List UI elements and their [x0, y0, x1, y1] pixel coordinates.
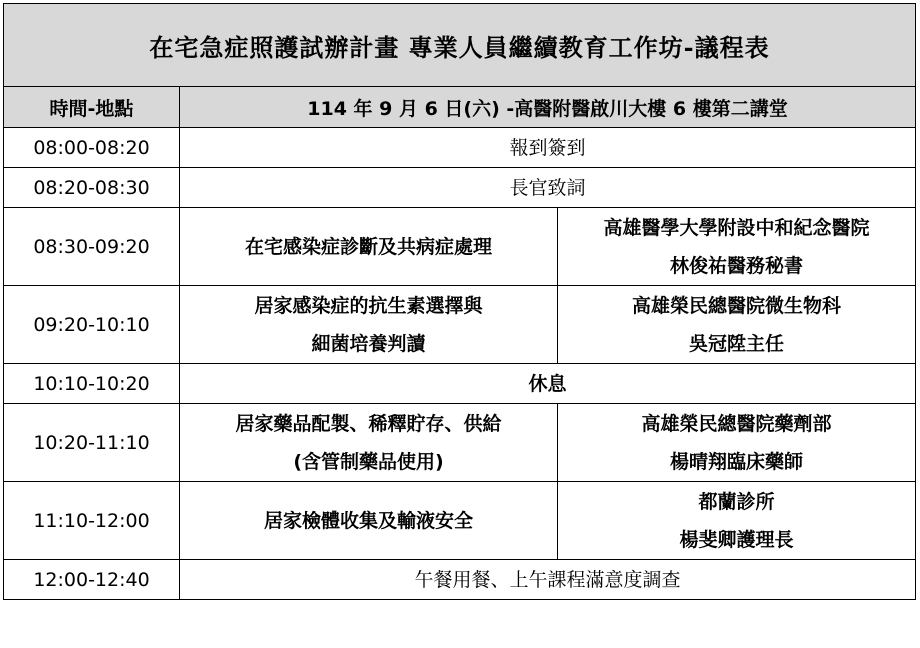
session-topic	[180, 404, 558, 482]
title-row	[4, 4, 916, 87]
topic-line: (含管制藥品使用)	[293, 450, 444, 473]
agenda-sheet	[3, 3, 915, 648]
agenda-row	[4, 364, 916, 404]
date-location-header: 114 年 9 月 6 日(六) -高醫附醫啟川大樓 6 樓第二講堂	[180, 87, 916, 128]
agenda-row	[4, 208, 916, 286]
agenda-row	[4, 168, 916, 208]
topic-line: 居家檢體收集及輸液安全	[263, 509, 473, 532]
session-time: 12:00-12:40	[4, 560, 180, 600]
agenda-title: 在宅急症照護試辦計畫 專業人員繼續教育工作坊-議程表	[4, 4, 916, 87]
time-location-header: 時間-地點	[4, 87, 180, 128]
session-content: 報到簽到	[180, 128, 916, 168]
agenda-row	[4, 128, 916, 168]
speaker-affiliation: 高雄醫學大學附設中和紀念醫院	[603, 216, 870, 239]
topic-line: 居家感染症的抗生素選擇與	[254, 294, 483, 317]
speaker-name: 楊晴翔臨床藥師	[669, 450, 803, 473]
speaker-affiliation: 高雄榮民總醫院藥劑部	[641, 412, 832, 435]
session-time: 10:20-11:10	[4, 404, 180, 482]
speaker-name: 楊斐卿護理長	[679, 528, 794, 551]
agenda-row	[4, 482, 916, 560]
session-time: 08:20-08:30	[4, 168, 180, 208]
topic-line: 在宅感染症診斷及共病症處理	[244, 235, 492, 258]
session-time: 11:10-12:00	[4, 482, 180, 560]
agenda-row	[4, 404, 916, 482]
session-time: 10:10-10:20	[4, 364, 180, 404]
session-speaker	[558, 208, 916, 286]
session-speaker	[558, 286, 916, 364]
session-topic	[180, 482, 558, 560]
header-row	[4, 87, 916, 128]
session-content: 午餐用餐、上午課程滿意度調查	[180, 560, 916, 600]
agenda-row	[4, 286, 916, 364]
speaker-affiliation: 高雄榮民總醫院微生物科	[631, 294, 841, 317]
session-speaker	[558, 404, 916, 482]
topic-line: 細菌培養判讀	[311, 332, 426, 355]
session-topic	[180, 208, 558, 286]
agenda-table	[3, 3, 916, 600]
session-time: 09:20-10:10	[4, 286, 180, 364]
speaker-name: 林俊祐醫務秘書	[669, 254, 803, 277]
session-content: 休息	[180, 364, 916, 404]
session-time: 08:30-09:20	[4, 208, 180, 286]
speaker-affiliation: 都蘭診所	[698, 490, 775, 513]
agenda-row	[4, 560, 916, 600]
session-speaker	[558, 482, 916, 560]
topic-line: 居家藥品配製、稀釋貯存、供給	[235, 412, 502, 435]
session-content: 長官致詞	[180, 168, 916, 208]
session-topic	[180, 286, 558, 364]
speaker-name: 吳冠陞主任	[688, 332, 784, 355]
session-time: 08:00-08:20	[4, 128, 180, 168]
